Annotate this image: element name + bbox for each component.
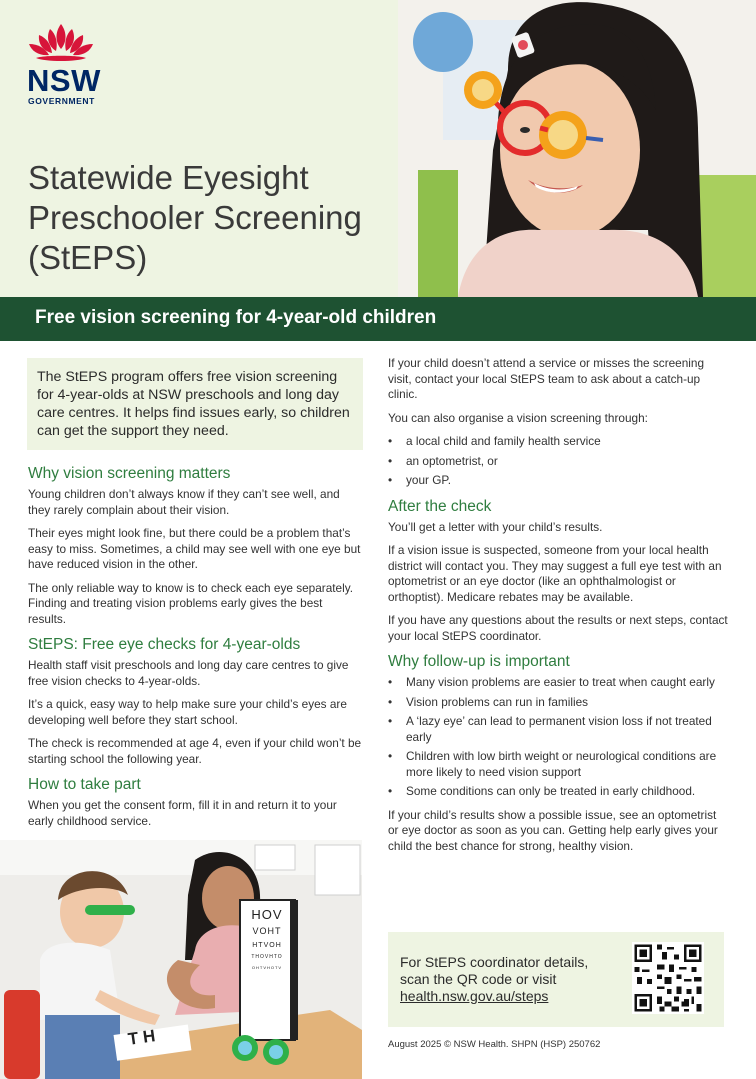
take-part-paragraph: When you get the consent form, fill it in and return it to your early childhood service. (28, 798, 337, 828)
banner-text: Free vision screening for 4-year-old children (35, 307, 437, 328)
list-item-text: a local child and family health service (406, 434, 601, 448)
list-item (388, 454, 728, 470)
list-item (388, 473, 728, 489)
why-paragraph-1: Young children don’t always know if they can’t see well, and they rarely complain about their vision. (28, 487, 340, 517)
list-item-text: Some conditions can only be treated in early childhood. (406, 784, 696, 798)
intro-box (27, 358, 363, 450)
nsw-government-logo (24, 22, 104, 106)
organise-paragraph: You can also organise a vision screening through: (388, 410, 648, 425)
list-item (388, 434, 728, 450)
follow-up-list (388, 675, 728, 800)
follow-up-paragraph: If your child’s results show a possible issue, see an optometrist or eye doctor as soon as you can. Getting help early gives your child the best chance for strong, healthy vision. (388, 807, 718, 853)
logo-nsw-text: NSW (27, 63, 101, 98)
hero-photo-girl-with-glasses (398, 0, 756, 297)
after-paragraph-3: If you have any questions about the results or next steps, contact your local StEPS coordinator. (388, 613, 728, 643)
intro-text: The StEPS program offers free vision screening for 4-year-olds at NSW preschools and long day care centres. It helps find issues early, so children can get the support they need. (37, 369, 350, 439)
heading-free-eye-checks: StEPS: Free eye checks for 4-year-olds (28, 636, 301, 653)
bullet: • (388, 434, 393, 448)
after-paragraph-2: If a vision issue is suspected, someone from your local health district will contact you. They may suggest a full eye test with an optometrist or an eye doctor (like an ophthalmologist or orthoptist). Medicare rebates may be available. (388, 543, 722, 604)
footer-copyright: August 2025 © NSW Health. SHPN (HSP) 250762 (388, 1039, 601, 1050)
eye-chart-row-1: HOV (251, 907, 283, 922)
banner (0, 297, 756, 341)
eye-chart-letters (244, 906, 290, 973)
logo-government-text: GOVERNMENT (28, 96, 95, 106)
right-column (388, 356, 728, 862)
heading-how-to-take-part: How to take part (28, 776, 141, 793)
free-paragraph-3: The check is recommended at age 4, even if your child won’t be starting school the following year. (28, 736, 362, 766)
list-item (388, 749, 728, 780)
after-paragraph-1: You’ll get a letter with your child’s results. (388, 519, 603, 534)
eye-test-illustration (0, 840, 362, 1079)
letter-card-text: T H (126, 1026, 157, 1049)
list-item (388, 695, 728, 711)
title-line-1: Statewide Eyesight (28, 159, 309, 196)
left-column (28, 464, 363, 837)
why-paragraph-3: The only reliable way to know is to check each eye separately. Finding and treating vision problems early gives the best results. (28, 580, 354, 626)
qr-instruction: For StEPS coordinator details, scan the QR code or visit (400, 954, 589, 987)
why-paragraph-2: Their eyes might look fine, but there could be a problem that’s easy to miss. Sometimes, a child may see well with one eye but have reduced vision in the other. (28, 526, 361, 571)
bullet: • (388, 675, 393, 689)
eye-chart-row-5: OHTVHOTV (251, 965, 283, 970)
qr-box (388, 932, 724, 1027)
screening-options-list (388, 434, 728, 489)
eye-chart-row-3: HTVOH (252, 942, 282, 949)
heading-why-screening: Why vision screening matters (28, 465, 231, 482)
free-paragraph-2: It’s a quick, easy way to help make sure your child’s eyes are developing well before they start school. (28, 697, 347, 727)
list-item-text: an optometrist, or (406, 453, 498, 468)
heading-after-the-check: After the check (388, 497, 492, 515)
list-item-text: Many vision problems are easier to treat when caught early (406, 675, 715, 689)
free-paragraph-1: Health staff visit preschools and long day care centres to give free vision checks to 4-year-olds. (28, 658, 349, 688)
title-line-3: (StEPS) (28, 239, 148, 276)
list-item (388, 714, 728, 745)
list-item-text: Children with low birth weight or neurological conditions are more likely to need vision support (406, 749, 717, 779)
eye-chart-row-4: THOVHTO (251, 954, 283, 960)
bullet: • (388, 453, 393, 468)
list-item (388, 784, 728, 800)
bullet: • (388, 714, 393, 728)
list-item-text: A ‘lazy eye’ can lead to permanent vision loss if not treated early (406, 714, 712, 744)
steps-website-link[interactable]: health.nsw.gov.au/steps (400, 988, 549, 1004)
hero-illustration (398, 0, 756, 297)
page-title (28, 158, 398, 278)
list-item-text: your GP. (406, 473, 452, 487)
catch-up-paragraph: If your child doesn’t attend a service or misses the screening visit, contact your local StEPS team to ask about a catch-up clinic. (388, 356, 705, 401)
bullet: • (388, 694, 393, 709)
bullet: • (388, 749, 393, 763)
title-line-2: Preschooler Screening (28, 199, 362, 236)
eye-chart-row-2: VOHT (252, 926, 282, 936)
header (0, 0, 756, 297)
bullet: • (388, 784, 393, 798)
heading-why-follow-up: Why follow-up is important (388, 653, 570, 670)
bottom-photo-eye-test (0, 840, 362, 1079)
qr-code-icon[interactable] (632, 942, 704, 1014)
bullet: • (388, 473, 393, 487)
list-item-text: Vision problems can run in families (406, 694, 589, 709)
qr-text (400, 954, 620, 1005)
waratah-icon (24, 22, 98, 64)
list-item (388, 675, 728, 691)
